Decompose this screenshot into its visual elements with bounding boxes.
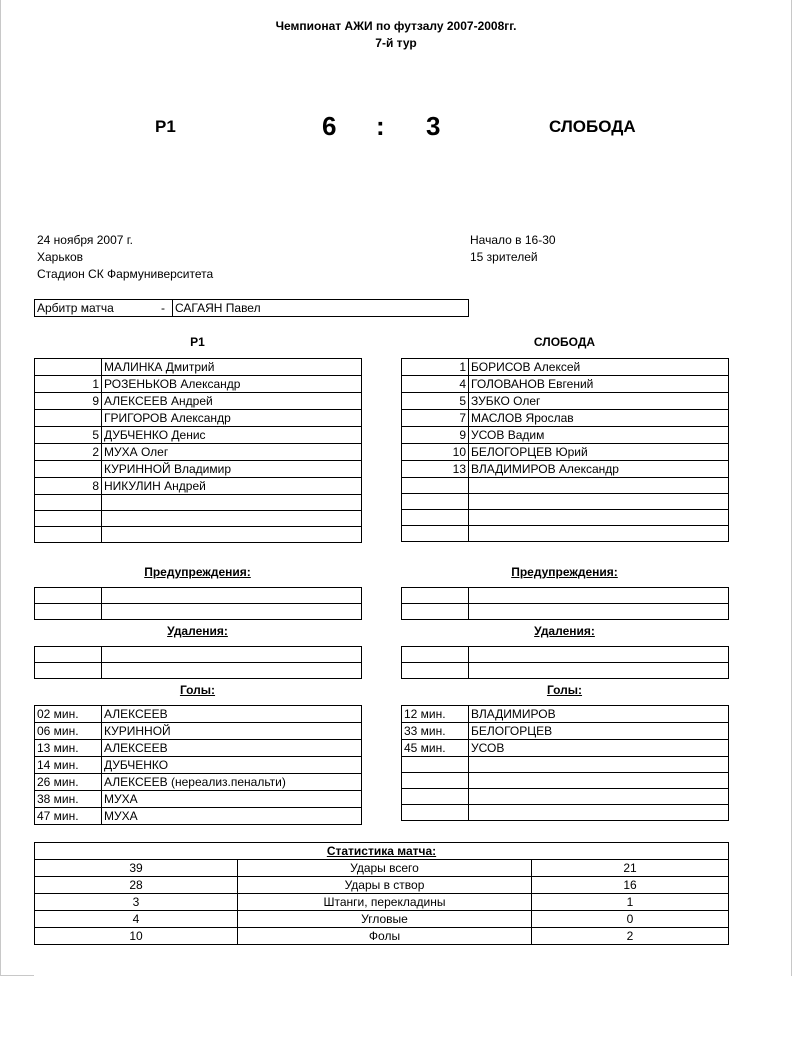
away-ejections-table [401, 646, 729, 679]
table-row [35, 894, 729, 911]
player-name: АЛЕКСЕЕВ Андрей [102, 393, 362, 410]
goal-minute: 33 мин. [402, 723, 469, 740]
match-city: Харьков [37, 250, 84, 264]
table-row [35, 427, 362, 444]
away-roster-header: СЛОБОДА [533, 335, 596, 349]
player-number: 7 [402, 410, 469, 427]
home-team-name: Р1 [155, 117, 176, 136]
table-row [35, 877, 729, 894]
away-team-name: СЛОБОДА [549, 117, 636, 136]
player-number: 1 [402, 359, 469, 376]
home-warnings-table [34, 587, 362, 620]
player-name [102, 527, 362, 543]
referee-dash: - [161, 301, 165, 315]
referee-label: Арбитр матча [37, 301, 114, 315]
stat-label: Удары в створ [238, 877, 532, 894]
table-row [402, 604, 729, 620]
goal-minute [402, 805, 469, 821]
goal-minute [402, 757, 469, 773]
referee-name: САГАЯН Павел [173, 300, 469, 317]
goal-scorer: БЕЛОГОРЦЕВ [469, 723, 729, 740]
table-cell [402, 604, 469, 620]
goal-minute: 12 мин. [402, 706, 469, 723]
home-goals-header: Голы: [179, 683, 216, 697]
goal-scorer [469, 773, 729, 789]
goal-scorer: МУХА [102, 791, 362, 808]
table-row [35, 723, 362, 740]
table-row [35, 647, 362, 663]
player-name: БЕЛОГОРЦЕВ Юрий [469, 444, 729, 461]
goal-minute [402, 773, 469, 789]
goal-scorer: УСОВ [469, 740, 729, 757]
table-cell [469, 663, 729, 679]
table-row [402, 757, 729, 773]
stat-home-value: 28 [35, 877, 238, 894]
player-number [402, 494, 469, 510]
player-name: РОЗЕНЬКОВ Александр [102, 376, 362, 393]
table-row [35, 740, 362, 757]
stat-away-value: 21 [532, 860, 729, 877]
player-number: 8 [35, 478, 102, 495]
home-ejections-header: Удаления: [167, 624, 228, 638]
table-row [402, 789, 729, 805]
away-warnings-table [401, 587, 729, 620]
stat-home-value: 39 [35, 860, 238, 877]
table-row [402, 740, 729, 757]
table-cell [402, 647, 469, 663]
table-row [402, 526, 729, 542]
player-number: 10 [402, 444, 469, 461]
stat-away-value: 1 [532, 894, 729, 911]
table-cell [35, 647, 102, 663]
goal-scorer: МУХА [102, 808, 362, 825]
table-row [35, 860, 729, 877]
away-goals-header: Голы: [546, 683, 583, 697]
stat-home-value: 4 [35, 911, 238, 928]
match-stadium: Стадион СК Фармуниверситета [37, 267, 214, 281]
player-name: БОРИСОВ Алексей [469, 359, 729, 376]
goal-scorer: ВЛАДИМИРОВ [469, 706, 729, 723]
match-info-left [37, 232, 213, 283]
player-name: ГОЛОВАНОВ Евгений [469, 376, 729, 393]
referee-table [34, 299, 469, 317]
goal-minute: 26 мин. [35, 774, 102, 791]
table-row [402, 393, 729, 410]
table-row [402, 510, 729, 526]
player-number [402, 478, 469, 494]
goal-scorer: АЛЕКСЕЕВ [102, 706, 362, 723]
table-row [402, 427, 729, 444]
player-name: УСОВ Вадим [469, 427, 729, 444]
goal-scorer [469, 789, 729, 805]
goal-minute: 45 мин. [402, 740, 469, 757]
player-name [102, 511, 362, 527]
player-name [102, 495, 362, 511]
goal-minute: 13 мин. [35, 740, 102, 757]
table-row [402, 706, 729, 723]
goal-minute: 02 мин. [35, 706, 102, 723]
table-cell [469, 588, 729, 604]
player-name: КУРИННОЙ Владимир [102, 461, 362, 478]
table-row [35, 410, 362, 427]
table-row [35, 444, 362, 461]
stat-away-value: 16 [532, 877, 729, 894]
match-info-right [470, 232, 556, 266]
table-row [35, 928, 729, 945]
table-row [402, 773, 729, 789]
stats-table [34, 842, 729, 945]
table-row [35, 911, 729, 928]
player-number [402, 510, 469, 526]
table-row [35, 495, 362, 511]
player-number: 5 [35, 427, 102, 444]
player-number: 13 [402, 461, 469, 478]
table-cell [102, 588, 362, 604]
referee-label-cell [35, 300, 173, 317]
goal-scorer: АЛЕКСЕЕВ [102, 740, 362, 757]
match-start: Начало в 16-30 [470, 233, 556, 247]
goal-scorer [469, 805, 729, 821]
stat-label: Удары всего [238, 860, 532, 877]
table-cell [402, 588, 469, 604]
goal-minute [402, 789, 469, 805]
stat-label: Штанги, перекладины [238, 894, 532, 911]
player-number: 1 [35, 376, 102, 393]
table-row [35, 588, 362, 604]
home-ejections-table [34, 646, 362, 679]
player-name: ГРИГОРОВ Александр [102, 410, 362, 427]
player-number: 4 [402, 376, 469, 393]
table-cell [35, 663, 102, 679]
home-goals-table [34, 705, 362, 825]
championship-title: Чемпионат АЖИ по футзалу 2007-2008гг. [275, 19, 517, 33]
player-number [35, 461, 102, 478]
table-row [402, 805, 729, 821]
player-number [35, 359, 102, 376]
table-row [35, 376, 362, 393]
table-cell [469, 647, 729, 663]
home-roster-table [34, 358, 362, 543]
player-number [402, 526, 469, 542]
table-row [402, 410, 729, 427]
stat-away-value: 2 [532, 928, 729, 945]
table-row [402, 647, 729, 663]
stats-title-row [35, 843, 729, 860]
player-number: 2 [35, 444, 102, 461]
table-row [35, 527, 362, 543]
table-row [402, 588, 729, 604]
away-roster-table [401, 358, 729, 542]
table-row [402, 444, 729, 461]
goal-scorer [469, 757, 729, 773]
player-number: 5 [402, 393, 469, 410]
player-number [35, 527, 102, 543]
score-separator: : [376, 111, 385, 141]
table-row [35, 757, 362, 774]
table-row [35, 791, 362, 808]
table-row [35, 808, 362, 825]
page-border-bottom [0, 975, 34, 976]
player-name: НИКУЛИН Андрей [102, 478, 362, 495]
table-row [35, 604, 362, 620]
player-number [35, 410, 102, 427]
table-cell [35, 604, 102, 620]
goal-minute: 06 мин. [35, 723, 102, 740]
stat-label: Фолы [238, 928, 532, 945]
table-cell [35, 588, 102, 604]
player-name [469, 494, 729, 510]
round-title: 7-й тур [375, 36, 417, 50]
table-row [402, 359, 729, 376]
stat-home-value: 10 [35, 928, 238, 945]
table-row [35, 663, 362, 679]
match-date: 24 ноября 2007 г. [37, 233, 133, 247]
goal-minute: 47 мин. [35, 808, 102, 825]
table-cell [102, 647, 362, 663]
stats-title: Статистика матча: [35, 843, 729, 860]
table-row [402, 494, 729, 510]
table-row [402, 376, 729, 393]
table-cell [402, 663, 469, 679]
away-goals: 3 [426, 111, 441, 141]
table-row [35, 511, 362, 527]
goal-minute: 38 мин. [35, 791, 102, 808]
player-name [469, 526, 729, 542]
player-name: ДУБЧЕНКО Денис [102, 427, 362, 444]
player-number [35, 511, 102, 527]
table-row [35, 478, 362, 495]
player-number: 9 [35, 393, 102, 410]
table-row [402, 461, 729, 478]
home-warnings-header: Предупреждения: [144, 565, 251, 579]
stat-label: Угловые [238, 911, 532, 928]
table-cell [469, 604, 729, 620]
player-name [469, 478, 729, 494]
stat-home-value: 3 [35, 894, 238, 911]
player-name: МУХА Олег [102, 444, 362, 461]
match-spectators: 15 зрителей [470, 250, 538, 264]
table-cell [102, 604, 362, 620]
table-row [402, 723, 729, 740]
table-row [35, 359, 362, 376]
table-row [35, 706, 362, 723]
player-name: МАЛИНКА Дмитрий [102, 359, 362, 376]
table-row [35, 393, 362, 410]
table-row [402, 663, 729, 679]
table-row [402, 478, 729, 494]
table-row [35, 461, 362, 478]
player-name: МАСЛОВ Ярослав [469, 410, 729, 427]
away-goals-table [401, 705, 729, 821]
referee-row [35, 300, 469, 317]
player-number [35, 495, 102, 511]
goal-scorer: ДУБЧЕНКО [102, 757, 362, 774]
away-ejections-header: Удаления: [534, 624, 595, 638]
table-cell [102, 663, 362, 679]
player-name: ЗУБКО Олег [469, 393, 729, 410]
player-name: ВЛАДИМИРОВ Александр [469, 461, 729, 478]
page-border-left [0, 0, 1, 976]
goal-scorer: КУРИННОЙ [102, 723, 362, 740]
away-warnings-header: Предупреждения: [511, 565, 618, 579]
stat-away-value: 0 [532, 911, 729, 928]
table-row [35, 774, 362, 791]
player-number: 9 [402, 427, 469, 444]
home-goals: 6 [322, 111, 337, 141]
goal-minute: 14 мин. [35, 757, 102, 774]
player-name [469, 510, 729, 526]
goal-scorer: АЛЕКСЕЕВ (нереализ.пенальти) [102, 774, 362, 791]
home-roster-header: Р1 [190, 335, 205, 349]
